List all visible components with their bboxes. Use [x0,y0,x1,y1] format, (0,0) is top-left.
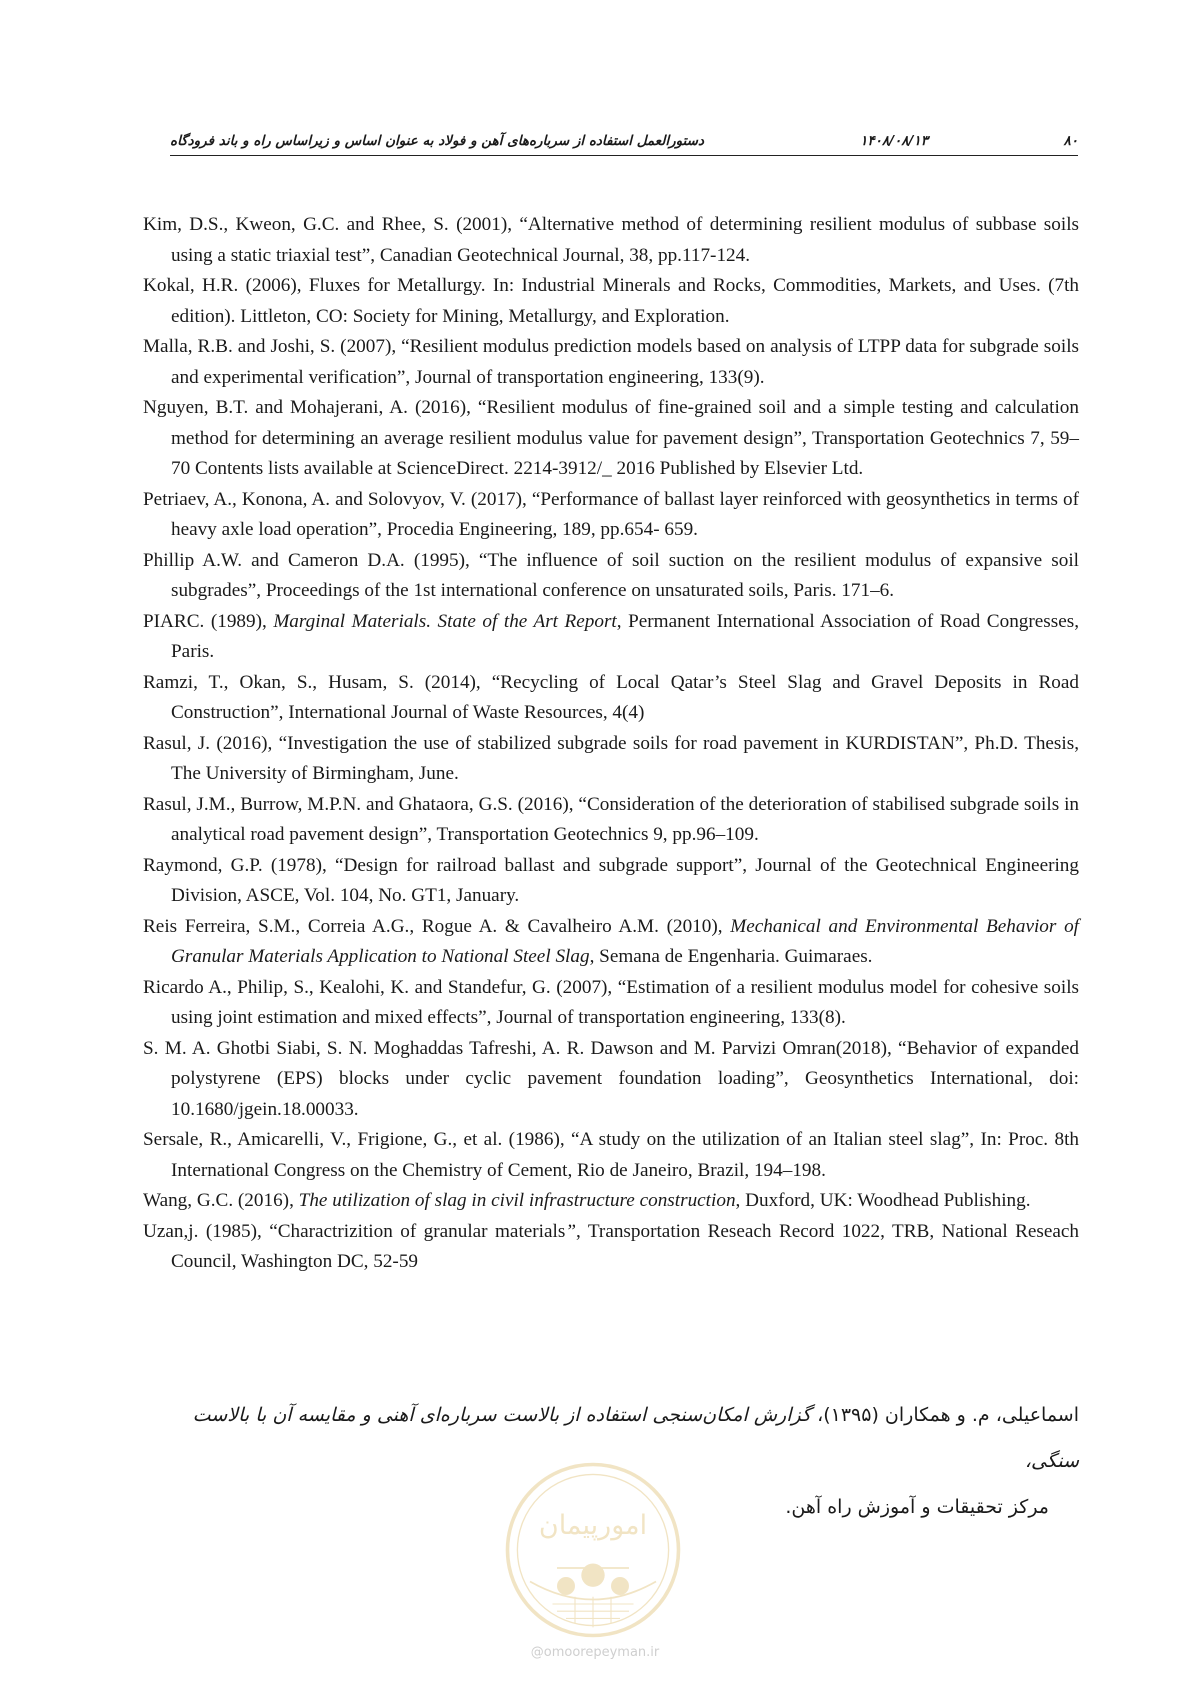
reference-segment: S. M. A. Ghotbi Siabi, S. N. Moghaddas Tafreshi, A. R. Dawson and M. Parvizi Omran(2018), “Behavior of expanded polystyrene (EPS) blocks under cyclic pavement foundation loading”, Geosynthetics International, doi: 10.1680/jgein.18.00033. [143,1037,1079,1120]
reference-segment: Rasul, J. (2016), “Investigation the use of stabilized subgrade soils for road pavement in KURDISTAN”, Ph.D. Thesis, The University of Birmingham, June. [143,732,1079,784]
reference-item [143,668,1079,729]
persian-publisher: مرکز تحقیقات و آموزش راه آهن. [785,1496,1049,1518]
reference-segment: Kokal, H.R. (2006), Fluxes for Metallurgy. In: Industrial Minerals and Rocks, Commodities, Markets, and Uses. (7th edition). Littleton, CO: Society for Mining, Metallurgy, and Exploration. [143,275,1079,327]
reference-item [143,271,1079,332]
reference-italic-segment: Mechanical and Environmental Behavior of Granular Materials Application to National Steel Slag [171,915,1079,967]
reference-item [143,485,1079,546]
reference-item [143,607,1079,668]
reference-segment: Phillip A.W. and Cameron D.A. (1995), “The influence of soil suction on the resilient modulus of expansive soil subgrades”, Proceedings of the 1st international conference on unsaturated soils, Paris. 171–6. [143,549,1079,601]
reference-segment: Wang, G.C. (2016), [143,1190,299,1211]
reference-segment: , Semana de Engenharia. Guimaraes. [589,946,873,967]
persian-title: گزارش امکان‌سنجی استفاده از بالاست سرباره‌ای آهنی و مقایسه آن با بالاست سنگی، [192,1404,1079,1472]
reference-item [143,1125,1079,1186]
seal-logo-icon [503,1460,683,1640]
reference-segment: , Permanent International Association of Road Congresses, Paris. [171,610,1079,662]
reference-segment: Rasul, J.M., Burrow, M.P.N. and Ghataora, G.S. (2016), “Consideration of the deterioration of stabilised subgrade soils in analytical road pavement design”, Transportation Geotechnics 9, pp.96–109. [143,793,1079,845]
reference-list [143,210,1079,1278]
reference-segment: Petriaev, A., Konona, A. and Solovyov, V. (2017), “Performance of ballast layer reinforced with geosynthetics in terms of heavy axle load operation”, Procedia Engineering, 189, pp.654- 659. [143,488,1079,540]
reference-segment: Malla, R.B. and Joshi, S. (2007), “Resilient modulus prediction models based on analysis of LTPP data for subgrade soils and experimental verification”, Journal of transportation engineering, 133(9). [143,336,1079,388]
reference-segment: Uzan,j. (1985), “Charactrizition of granular materials [143,1220,566,1242]
page-header [170,131,1078,156]
header-title: دستورالعمل استفاده از سرباره‌های آهن و فولاد به عنوان اساس و زیراساس راه و باند فرودگاه [170,133,704,149]
reference-segment: Nguyen, B.T. and Mohajerani, A. (2016), “Resilient modulus of fine-grained soil and a simple testing and calculation method for determining an average resilient modulus value for pavement design”, Transportation Geotechnics 7, 59–70 Contents lists available at ScienceDirect. 2214-3912/_ 2016 Published by Elsevier Ltd. [143,397,1079,479]
reference-segment: Sersale, R., Amicarelli, V., Frigione, G., et al. (1986), “A study on the utilization of an Italian steel slag”, In: Proc. 8th International Congress on the Chemistry of Cement, Rio de Janeiro, Brazil, 194–198. [143,1129,1079,1181]
reference-segment: , Transportation Reseach Record 1022, TRB, National Reseach Council, Washington DC, 52-59 [171,1220,1079,1272]
reference-italic-segment: ” [565,1220,576,1242]
reference-item [143,912,1079,973]
reference-segment: Ramzi, T., Okan, S., Husam, S. (2014), “Recycling of Local Qatar’s Steel Slag and Gravel Deposits in Road Construction”, International Journal of Waste Resources, 4(4) [143,671,1079,723]
reference-segment: Kim, D.S., Kweon, G.C. and Rhee, S. (2001), “Alternative method of determining resilient modulus of subbase soils using a static triaxial test”, Canadian Geotechnical Journal, 38, pp.117-124. [143,214,1079,266]
reference-item [143,546,1079,607]
reference-segment: Reis Ferreira, S.M., Correia A.G., Rogue A. & Cavalheiro A.M. (2010), [143,915,731,937]
reference-segment: Raymond, G.P. (1978), “Design for railroad ballast and subgrade support”, Journal of the Geotechnical Engineering Division, ASCE, Vol. 104, No. GT1, January. [143,854,1079,906]
reference-item [143,1034,1079,1126]
reference-item [143,729,1079,790]
reference-item [143,790,1079,851]
reference-segment: PIARC. (1989), [143,610,274,632]
reference-item [143,210,1079,271]
reference-item [143,1186,1079,1217]
reference-italic-segment: The utilization of slag in civil infrastructure construction [298,1190,736,1211]
reference-italic-segment: Marginal Materials. State of the Art Report [273,610,617,632]
header-date: ۱۴۰۸/۰۸/۱۳ [860,133,928,149]
page-number: ۸۰ [1063,133,1078,149]
persian-authors: اسماعیلی، م. و همکاران (۱۳۹۵)، [811,1404,1079,1426]
reference-item [143,1217,1079,1278]
seal-text: امورپیمان [538,1509,648,1541]
reference-segment: Ricardo A., Philip, S., Kealohi, K. and Standefur, G. (2007), “Estimation of a resilient modulus model for cohesive soils using joint estimation and mixed effects”, Journal of transportation engineering, 133(8). [143,976,1079,1028]
reference-item [143,393,1079,485]
watermark: @omoorepeyman.ir [530,1645,660,1660]
reference-item [143,332,1079,393]
reference-item [143,851,1079,912]
reference-segment: , Duxford, UK: Woodhead Publishing. [735,1190,1031,1211]
reference-item [143,973,1079,1034]
